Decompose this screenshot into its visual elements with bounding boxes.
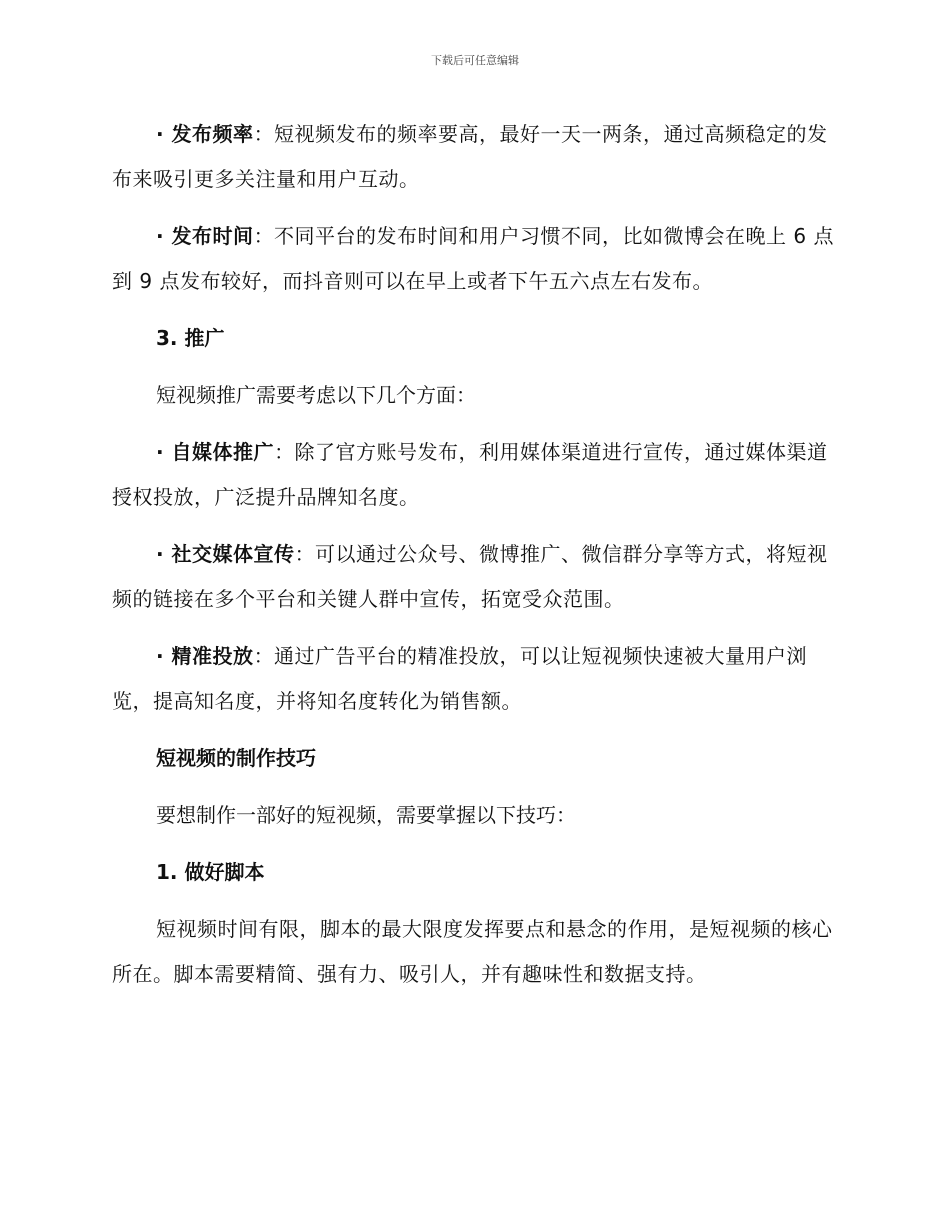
term-text: ：可以通过公众号、微博推广、微信群分享等方式，将短视频的链接在多个平台和关键人群中宣传，拓宽受众范围。 — [112, 542, 828, 611]
term-label: · 发布频率 — [156, 122, 254, 146]
term-text: ：通过广告平台的精准投放，可以让短视频快速被大量用户浏览，提高知名度，并将知名度转化为销售额。 — [112, 644, 808, 713]
paragraph-self-media — [112, 430, 838, 520]
term-text: ：除了官方账号发布，利用媒体渠道进行宣传，通过媒体渠道授权投放，广泛提升品牌知名度。 — [112, 440, 828, 509]
term-label: · 精准投放 — [156, 644, 254, 668]
paragraph-script: 短视频时间有限，脚本的最大限度发挥要点和悬念的作用，是短视频的核心所在。脚本需要精简、强有力、吸引人，并有趣味性和数据支持。 — [112, 917, 833, 986]
page-header: 下载后可任意编辑 — [431, 54, 519, 67]
term-label: · 发布时间 — [156, 224, 254, 248]
term-text: ：短视频发布的频率要高，最好一天一两条，通过高频稳定的发布来吸引更多关注量和用户互动。 — [112, 122, 828, 191]
paragraph-publish-time — [112, 214, 838, 304]
paragraph-publish-frequency — [112, 112, 838, 202]
paragraph-techniques-intro: 要想制作一部好的短视频，需要掌握以下技巧： — [156, 803, 576, 827]
term-text: ：不同平台的发布时间和用户习惯不同，比如微博会在晚上 6 点到 9 点发布较好，而抖音则可以在早上或者下午五六点左右发布。 — [112, 224, 835, 293]
paragraph-social-media — [112, 532, 838, 622]
document-body — [112, 112, 838, 1009]
section-heading-promotion: 3. 推广 — [156, 326, 225, 350]
section-heading-script: 1. 做好脚本 — [156, 860, 265, 884]
term-label: · 自媒体推广 — [156, 440, 275, 464]
section-heading-techniques: 短视频的制作技巧 — [156, 746, 316, 770]
paragraph-precise-placement — [112, 634, 838, 724]
term-label: · 社交媒体宣传 — [156, 542, 295, 566]
paragraph-promotion-intro: 短视频推广需要考虑以下几个方面： — [156, 383, 476, 407]
